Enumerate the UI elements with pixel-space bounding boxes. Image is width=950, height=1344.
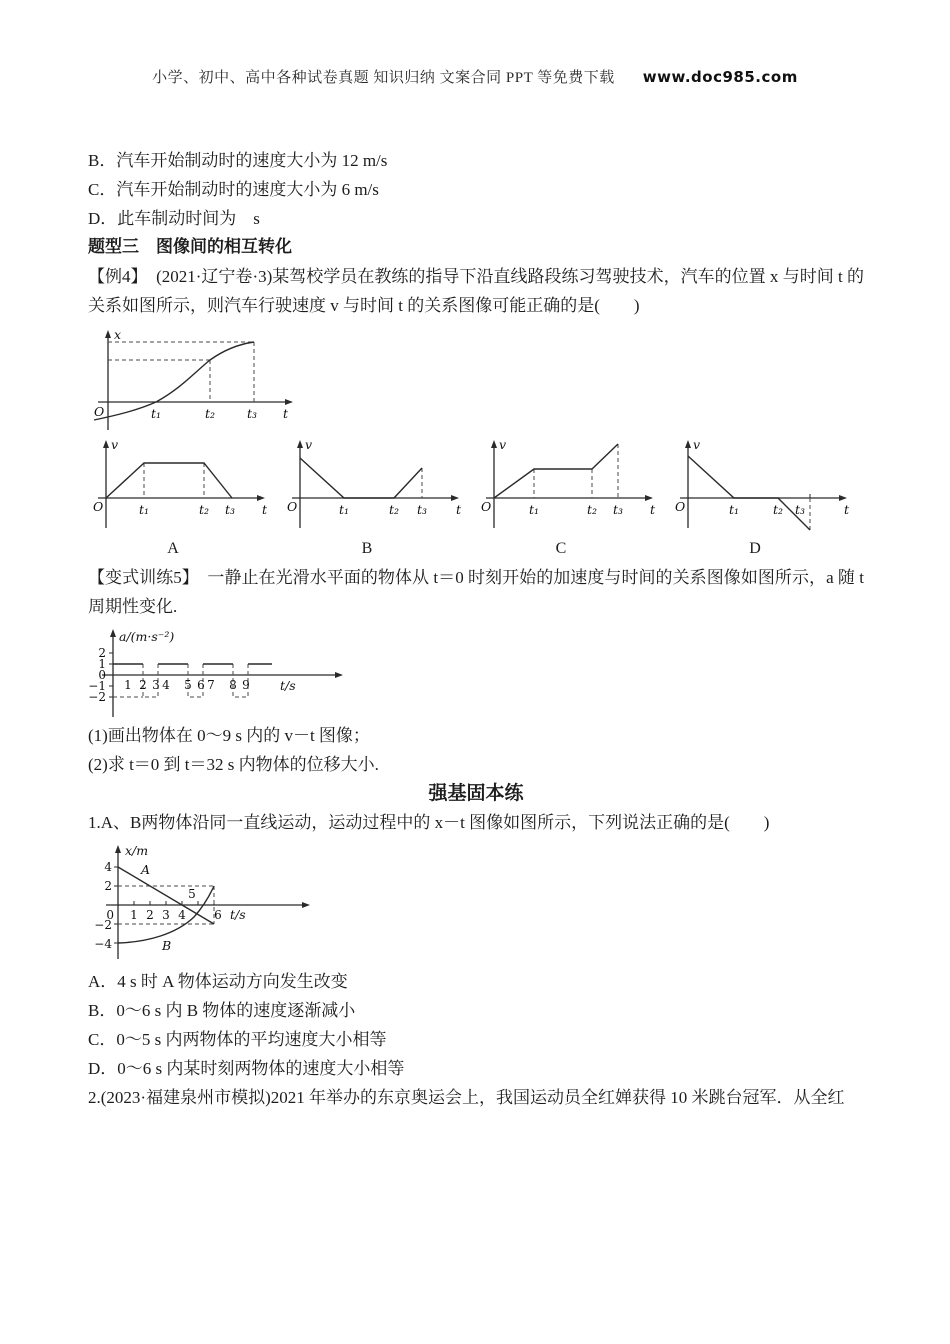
t2-tick: t₂ [204,406,216,421]
x-axis-label: t/s [230,907,246,922]
variation5-stem: 【变式训练5】 一静止在光滑水平面的物体从 t＝0 时刻开始的加速度与时间的关系图像如图所示，a 随 t 周期性变化. [88,568,864,616]
xtick-9: 9 [242,678,250,692]
velocity-curve [494,444,618,498]
origin-label: 0 [106,908,114,922]
line-a-label: A [141,862,151,877]
y-axis-label: a/(m·s⁻²) [119,629,175,644]
q1-stem: 1.A、B两物体沿同一直线运动，运动过程中的 x－t 图像如图所示，下列说法正确的是( ) [88,813,770,832]
topic3-title: 题型三 图像间的相互转化 [88,237,292,257]
x-axis-label: t [262,502,268,517]
guide-dashes [108,342,254,402]
vt-option-d [670,436,864,563]
t3-tick: t₃ [246,406,258,421]
y-axis-label: v [305,437,313,452]
at-acceleration-time-graph [88,627,388,719]
sub-question-1: (1)画出物体在 0～9 s 内的 v－t 图像； [88,726,370,745]
variation5-at-graph-block [88,627,864,719]
graph-caption-b: B [361,540,373,557]
position-curve [94,342,254,420]
xtick-1: 1 [124,678,132,692]
xtick-3: 3 [152,678,160,692]
option-d-carryover: D．此车制动时间为 s [88,209,260,228]
x-axis-label: t [650,502,656,517]
origin-label: O [675,499,686,514]
t1-tick: t₁ [338,502,350,517]
velocity-curve [106,463,232,498]
graph-caption-a: A [167,540,179,557]
t3-tick: t₃ [612,502,624,517]
vt-option-b [282,436,476,563]
q1-xt-graph-block [88,843,864,965]
vt-graph-a [88,436,278,536]
velocity-curve [688,456,810,530]
page-header [0,66,950,87]
xtick-3: 3 [162,908,170,922]
example4-stem: 【例4】 (2021·辽宁卷·3)某驾校学员在教练的指导下沿直线路段练习驾驶技术，汽车的位置 x 与时间 t 的关系如图所示，则汽车行驶速度 v 与时间 t 的关系图像可能正确的是( ) [88,267,864,315]
y-axis-arrow [105,330,111,338]
t1-tick: t₁ [728,502,740,517]
ytick-neg4: −4 [94,937,112,951]
q1-option-d: D．0～6 s 内某时刻两物体的速度大小相等 [88,1059,405,1078]
t2-tick: t₂ [198,502,210,517]
q1-option-c: C．0～5 s 内两物体的平均速度大小相等 [88,1030,387,1049]
y-axis-label: v [693,437,701,452]
xtick-6: 6 [197,678,205,692]
x-axis-label: t [283,406,289,421]
xtick-6: 6 [214,908,222,922]
velocity-curve [300,458,422,498]
example4-xt-graph-block [88,326,864,434]
option-c-carryover: C．汽车开始制动时的速度大小为 6 m/s [88,180,379,199]
graph-caption-c: C [555,540,567,557]
t1-tick: t₁ [138,502,150,517]
q1-xt-graph [88,843,338,965]
ytick-neg1: −1 [88,679,106,693]
xtick-7: 7 [207,678,215,692]
vt-graph-c [476,436,666,536]
wave-dashes [113,664,248,697]
x-axis-label: t [844,502,850,517]
x-axis-label: t/s [280,678,296,693]
y-axis-label: x [114,327,122,342]
origin-label: O [94,404,105,419]
option-b-carryover: B．汽车开始制动时的速度大小为 12 m/s [88,151,388,170]
ytick-2: 2 [104,879,112,893]
xtick-2: 2 [139,678,147,692]
q2-stem: 2.(2023·福建泉州市模拟)2021 年举办的东京奥运会上，我国运动员全红婵获得 10 米跳台冠军．从全红 [88,1088,845,1107]
t3-tick: t₃ [416,502,428,517]
header-site-link[interactable]: www.doc985.com [642,68,798,86]
xtick-1: 1 [130,908,138,922]
header-text: 小学、初中、高中各种试卷真题 知识归纳 文案合同 PPT 等免费下载 [152,70,615,86]
vt-option-c [476,436,670,563]
q1-option-a: A．4 s 时 A 物体运动方向发生改变 [88,972,348,991]
sub-question-2: (2)求 t＝0 到 t＝32 s 内物体的位移大小. [88,755,379,774]
x-axis-label: t [456,502,462,517]
guide-dashes [144,463,204,498]
y-axis-label: v [499,437,507,452]
x-axis-arrow [285,399,293,405]
t2-tick: t₂ [772,502,784,517]
xtick-8: 8 [229,678,237,692]
ytick-1: 1 [98,657,106,671]
xtick-5-above: 5 [188,887,196,901]
section-title: 强基固本练 [428,782,524,804]
worksheet-content [88,146,864,1112]
t1-tick: t₁ [150,406,162,421]
xt-position-time-graph [88,326,318,434]
vt-option-graphs-row [88,436,864,563]
q1-option-b: B．0～6 s 内 B 物体的速度逐渐减小 [88,1001,356,1020]
xtick-4: 4 [178,908,186,922]
t3-tick: t₃ [794,502,806,517]
vt-option-a [88,436,282,563]
t2-tick: t₂ [586,502,598,517]
origin-label: O [481,499,492,514]
ytick-neg2: −2 [88,690,106,704]
vt-graph-d [670,436,860,536]
origin-label: O [287,499,298,514]
t2-tick: t₂ [388,502,400,517]
curve-b-label: B [162,938,172,953]
xtick-4: 4 [162,678,170,692]
y-axis-label: x/m [125,843,149,858]
ytick-0: 0 [98,668,106,682]
ytick-2: 2 [98,646,106,660]
xtick-2: 2 [146,908,154,922]
t3-tick: t₃ [224,502,236,517]
vt-graph-b [282,436,472,536]
y-axis-label: v [111,437,119,452]
guide-dashes [534,444,618,498]
xtick-5: 5 [184,678,192,692]
ytick-neg2: −2 [94,918,112,932]
graph-caption-d: D [749,540,761,557]
t1-tick: t₁ [528,502,540,517]
ytick-4: 4 [104,860,112,874]
origin-label: O [93,499,104,514]
